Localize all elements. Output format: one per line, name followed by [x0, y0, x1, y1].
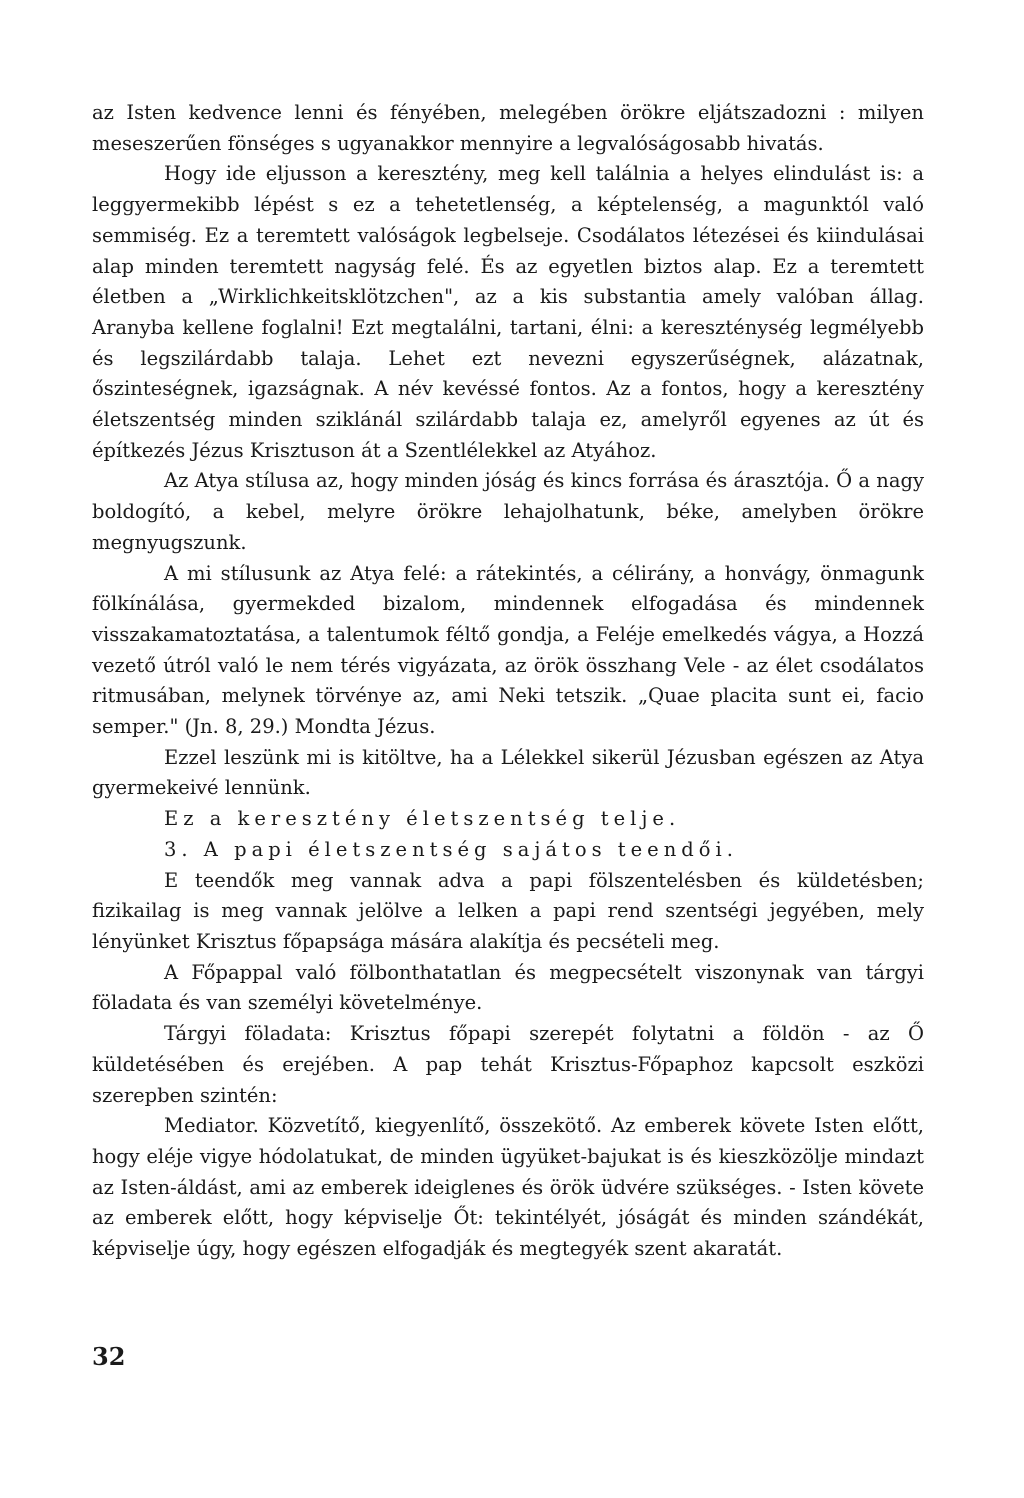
page-number: 32	[92, 1342, 126, 1371]
paragraph-1: az Isten kedvence lenni és fényében, melegében örökre eljátszadozni : milyen meseszerűen fönséges s ugyanakkor mennyire a legvalóságosabb hivatás.	[92, 101, 924, 155]
paragraph-4: A mi stílusunk az Atya felé: a rátekintés, a célirány, a honvágy, önmagunk fölkínálása, gyermekded bizalom, mindennek elfogadása és mindennek visszakamatoztatása, a talentumok féltő gondja, a Feléje emelkedés vágya, a Hozzá vezető útról való le nem térés vigyázata, az örök összhang Vele - az élet csodálatos ritmusában, melynek törvénye az, ami Neki tetszik. „Quae placita sunt ei, facio semper." (Jn. 8, 29.) Mondta Jézus.	[92, 561, 924, 739]
paragraph-9: Mediator. Közvetítő, kiegyenlítő, összekötő. Az emberek követe Isten előtt, hogy eléje vigye hódolatukat, de minden ügyüket-bajukat is és kieszközölje mindazt az Isten-áldást, ami az emberek ideiglenes és örök üdvére szükséges. - Isten követe az emberek előtt, hogy képviselje Őt: tekintélyét, jóságát és minden szándékát, képviselje úgy, hogy egészen elfogadják és megtegyék szent akaratát.	[92, 1114, 924, 1261]
paragraph-6: E teendők meg vannak adva a papi fölszentelésben és küldetésben; fizikailag is meg vannak jelölve a lelken a papi rend szentségi jegyében, mely lényünket Krisztus főpapsága mására alakítja és pecsételi meg.	[92, 868, 924, 953]
section-statement: Ez a keresztény életszentség telje.	[164, 807, 681, 831]
paragraph-3: Az Atya stílusa az, hogy minden jóság és kincs forrása és árasztója. Ő a nagy boldogító, a kebel, melyre örökre lehajolhatunk, béke, amelyben örökre megnyugszunk.	[92, 469, 924, 554]
paragraph-7: A Főpappal való fölbonthatatlan és megpecsételt viszonynak van tárgyi föladata és van személyi követelménye.	[92, 960, 924, 1015]
body-text	[92, 98, 924, 1265]
paragraph-8: Tárgyi föladata: Krisztus főpapi szerepét folytatni a földön - az Ő küldetésében és erejében. A pap tehát Krisztus-Főpaphoz kapcsolt eszközi szerepben szintén:	[92, 1022, 924, 1107]
section-heading: 3. A papi életszentség sajátos teendői.	[164, 837, 738, 861]
paragraph-2: Hogy ide eljusson a keresztény, meg kell találnia a helyes elindulást is: a leggyermekibb lépést s ez a tehetetlenség, a képtelenség, a magunktól való semmiség. Ez a teremtett valóságok legbelseje. Csodálatos létezései és kiindulásai alap minden teremtett nagyság felé. És az egyetlen biztos alap. Ez a teremtett életben a „Wirklichkeitsklötzchen", az a kis substantia amely valóban állag. Aranyba kellene foglalni! Ezt megtalálni, tartani, élni: a kereszténység legmélyebb és legszilárdabb talaja. Lehet ezt nevezni egyszerűségnek, alázatnak, őszinteségnek, igazságnak. A név kevéssé fontos. Az a fontos, hogy a keresztény életszentség minden sziklánál szilárdabb talaja ez, amelyről egyenes az út és építkezés Jézus Krisztuson át a Szentlélekkel az Atyához.	[92, 162, 924, 462]
paragraph-5: Ezzel leszünk mi is kitöltve, ha a Lélekkel sikerül Jézusban egészen az Atya gyermekeivé lennünk.	[92, 745, 924, 800]
